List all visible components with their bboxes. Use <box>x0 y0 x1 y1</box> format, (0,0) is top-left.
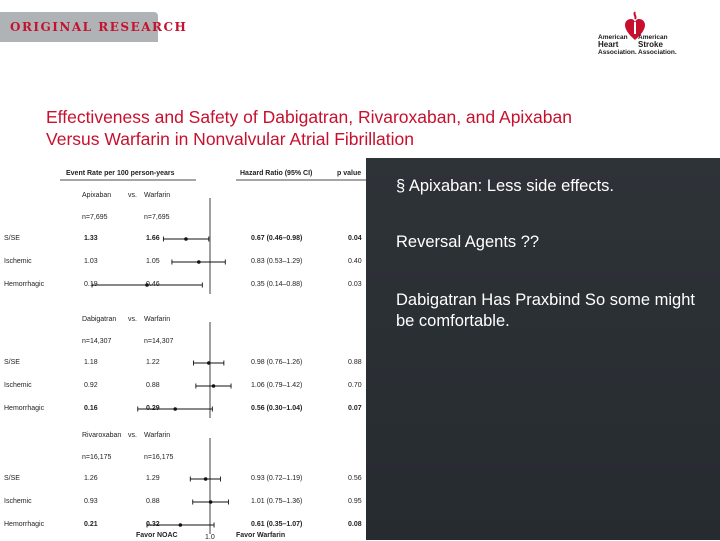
footer-favor-noac: Favor NOAC <box>136 532 178 539</box>
row-rate-drug: 1.18 <box>84 359 98 366</box>
aha-asa-logo <box>598 10 708 60</box>
hazard-ratio-point <box>204 477 208 481</box>
title-line-2: Versus Warfarin in Nonvalvular Atrial Fibrillation <box>46 129 414 149</box>
hazard-ratio-point <box>209 500 213 504</box>
row-p-value: 0.70 <box>348 382 362 389</box>
row-p-value: 0.03 <box>348 281 362 288</box>
row-rate-drug: 1.26 <box>84 475 98 482</box>
group-comparator: Warfarin <box>144 316 171 323</box>
header-p-value: p value <box>337 170 362 177</box>
row-outcome: Hemorrhagic <box>4 281 45 288</box>
banner-label: ORIGINAL RESEARCH <box>10 20 188 34</box>
row-hazard-ratio: 0.56 (0.30–1.04) <box>251 405 303 412</box>
group-vs: vs. <box>128 316 137 323</box>
row-rate-comparator: 0.88 <box>146 382 160 389</box>
hazard-ratio-point <box>197 260 201 264</box>
row-outcome: Ischemic <box>4 258 32 265</box>
group-n-comparator: n=7,695 <box>144 214 170 221</box>
row-rate-comparator: 0.32 <box>146 521 160 528</box>
row-outcome: S/SE <box>4 475 20 482</box>
group-vs: vs. <box>128 432 137 439</box>
logo-heart-line-3: Association. <box>598 49 637 56</box>
row-hazard-ratio: 0.93 (0.72–1.19) <box>251 475 303 482</box>
row-p-value: 0.04 <box>348 235 362 242</box>
stroke-association-wordmark <box>638 34 677 56</box>
header-hazard-ratio: Hazard Ratio (95% CI) <box>240 170 313 177</box>
group-drug-name: Dabigatran <box>82 316 117 323</box>
bullet-dabigatran-praxbind: Dabigatran Has Praxbind So some might be comfortable. <box>396 291 695 330</box>
row-rate-comparator: 1.66 <box>146 235 160 242</box>
group-n-drug: n=14,307 <box>82 338 112 345</box>
group-drug-name: Apixaban <box>82 192 112 199</box>
group-comparator: Warfarin <box>144 192 171 199</box>
row-rate-comparator: 1.22 <box>146 359 160 366</box>
row-p-value: 0.56 <box>348 475 362 482</box>
row-rate-comparator: 0.46 <box>146 281 160 288</box>
row-rate-comparator: 1.05 <box>146 258 160 265</box>
hazard-ratio-point <box>179 523 183 527</box>
row-rate-drug: 0.92 <box>84 382 98 389</box>
row-hazard-ratio: 1.06 (0.79–1.42) <box>251 382 303 389</box>
row-hazard-ratio: 0.83 (0.53–1.29) <box>251 258 303 265</box>
group-comparator: Warfarin <box>144 432 171 439</box>
hazard-ratio-point <box>173 407 177 411</box>
row-rate-drug: 1.33 <box>84 235 98 242</box>
row-p-value: 0.88 <box>348 359 362 366</box>
header-event-rate: Event Rate per 100 person-years <box>66 170 175 177</box>
group-vs: vs. <box>128 192 137 199</box>
hazard-ratio-point <box>184 237 188 241</box>
row-outcome: Ischemic <box>4 498 32 505</box>
row-rate-drug: 0.93 <box>84 498 98 505</box>
row-outcome: Ischemic <box>4 382 32 389</box>
bullet-reversal-agents: Reversal Agents ?? <box>396 233 540 251</box>
row-rate-comparator: 1.29 <box>146 475 160 482</box>
group-n-comparator: n=16,175 <box>144 454 174 461</box>
footer-reference-value: 1.0 <box>205 534 215 541</box>
group-drug-name: Rivaroxaban <box>82 432 122 439</box>
row-rate-drug: 0.16 <box>84 405 98 412</box>
row-rate-drug: 0.21 <box>84 521 98 528</box>
logo-stroke-line-2: Stroke <box>638 40 663 49</box>
row-hazard-ratio: 0.67 (0.46–0.98) <box>251 235 303 242</box>
row-rate-comparator: 0.29 <box>146 405 160 412</box>
row-rate-drug: 1.03 <box>84 258 98 265</box>
heart-association-wordmark <box>598 34 637 56</box>
row-p-value: 0.40 <box>348 258 362 265</box>
row-p-value: 0.95 <box>348 498 362 505</box>
group-n-drug: n=7,695 <box>82 214 108 221</box>
row-outcome: Hemorrhagic <box>4 521 45 528</box>
row-rate-drug: 0.19 <box>84 281 98 288</box>
row-hazard-ratio: 0.98 (0.76–1.26) <box>251 359 303 366</box>
hazard-ratio-point <box>207 361 211 365</box>
row-p-value: 0.08 <box>348 521 362 528</box>
logo-heart-line-1: American <box>598 34 628 41</box>
row-hazard-ratio: 0.35 (0.14–0.88) <box>251 281 303 288</box>
forest-plot-figure <box>0 158 366 540</box>
hazard-ratio-point <box>212 384 216 388</box>
group-n-drug: n=16,175 <box>82 454 112 461</box>
row-hazard-ratio: 1.01 (0.75–1.36) <box>251 498 303 505</box>
row-outcome: Hemorrhagic <box>4 405 45 412</box>
row-p-value: 0.07 <box>348 405 362 412</box>
logo-stroke-line-1: American <box>638 34 668 41</box>
bullet-apixaban: § Apixaban: Less side effects. <box>396 177 615 195</box>
original-research-banner <box>0 0 188 50</box>
row-outcome: S/SE <box>4 359 20 366</box>
row-rate-comparator: 0.88 <box>146 498 160 505</box>
forest-plot-lines <box>0 158 366 540</box>
title-line-1: Effectiveness and Safety of Dabigatran, Rivaroxaban, and Apixaban <box>46 107 572 127</box>
slide-title <box>46 106 686 150</box>
logo-stroke-line-3: Association. <box>638 49 677 56</box>
logo-heart-line-2: Heart <box>598 40 619 49</box>
footer-favor-warfarin: Favor Warfarin <box>236 532 286 539</box>
group-n-comparator: n=14,307 <box>144 338 174 345</box>
row-hazard-ratio: 0.61 (0.35–1.07) <box>251 521 303 528</box>
row-outcome: S/SE <box>4 235 20 242</box>
